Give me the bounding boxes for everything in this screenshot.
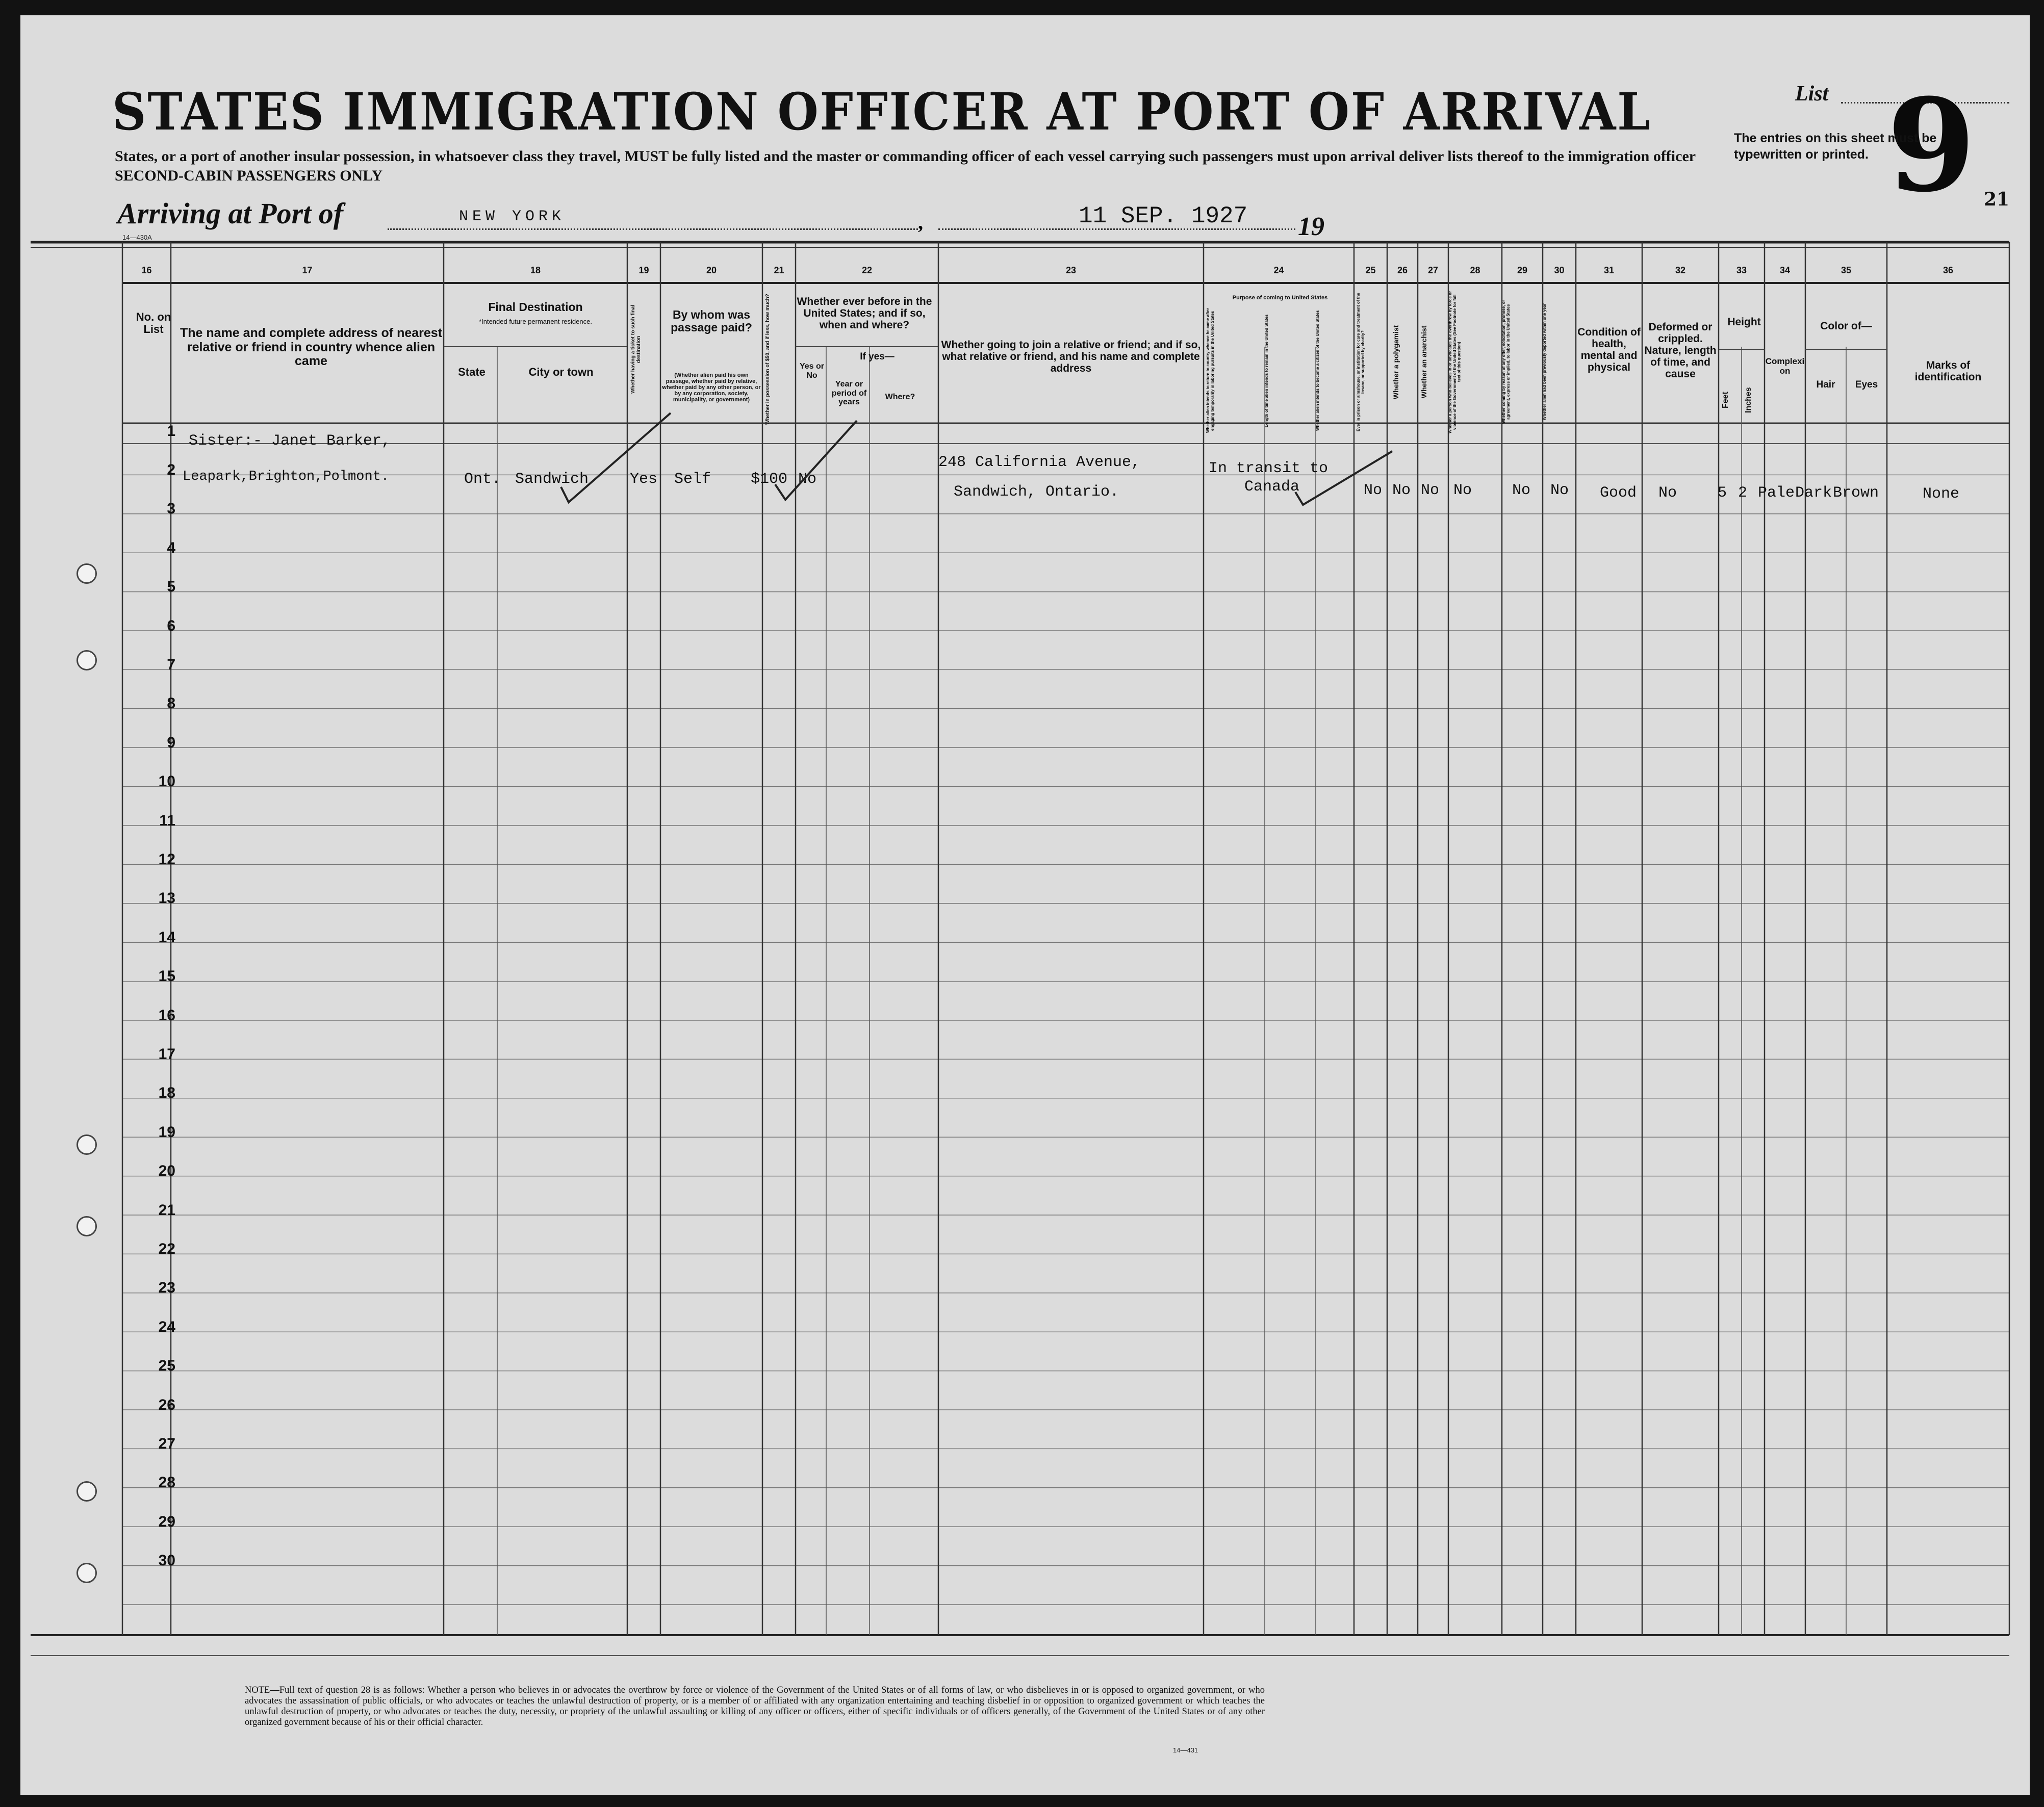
entry-state: Ont.: [464, 471, 501, 488]
entry-join-line2: Sandwich, Ontario.: [954, 483, 1119, 501]
entry-passage-paid-by: Self: [674, 471, 711, 488]
entry-purpose-line1: In transit to: [1209, 460, 1328, 477]
handwritten-check-marks: [20, 15, 2030, 1795]
column-number: 32: [1675, 265, 1686, 275]
entry-anarchist: No: [1421, 482, 1440, 499]
date-stamp: 11 SEP. 1927: [1079, 203, 1248, 229]
entry-marks: None: [1923, 485, 1960, 503]
row-number: 11: [159, 812, 175, 829]
header-feet: Feet: [1721, 392, 1730, 409]
column-number: 31: [1603, 265, 1615, 275]
row-number: 18: [158, 1085, 175, 1102]
entry-ticket: Yes: [630, 471, 658, 488]
year-prefix: 19: [1298, 212, 1324, 241]
header-year-period: Year or period of years: [831, 380, 867, 407]
page-title: STATES IMMIGRATION OFFICER AT PORT OF ARRIVAL: [112, 82, 1652, 142]
row-number: 29: [158, 1513, 175, 1530]
header-q28: Whether a person who believes in or advocates the overthrow by force or violence of the Government of the United States (See Footnote for full text of this question): [1448, 291, 1462, 433]
column-number: 28: [1470, 265, 1480, 275]
row-number: 10: [158, 773, 175, 790]
list-label: List: [1795, 82, 1829, 106]
header-final-destination-note: *Intended future permanent residence.: [479, 318, 592, 325]
row-number: 25: [158, 1357, 175, 1375]
punch-hole: [76, 1481, 97, 1502]
header-yes-or-no: Yes or No: [799, 362, 825, 380]
column-number: 36: [1943, 265, 1954, 275]
entry-city: Sandwich: [515, 471, 589, 488]
header-deformed: Deformed or crippled. Nature, length of time, and cause: [1644, 321, 1717, 380]
row-number: 9: [167, 734, 175, 751]
entry-health: Good: [1600, 484, 1637, 502]
column-number: 29: [1517, 265, 1528, 275]
header-passage-note: (Whether alien paid his own passage, whether paid by relative, whether paid by any other person, or by any corporation, society, municipality, or government): [662, 372, 761, 403]
footer-form-number: 14—431: [1173, 1746, 1198, 1754]
header-eyes: Eyes: [1855, 379, 1878, 390]
instructions-line: States, or a port of another insular possession, in whatsoever class they travel, MUST be fully listed and the master or commanding officer of each vessel carrying such passengers must upon arrival deliver lists thereof to the immigration officer: [115, 148, 1696, 165]
header-ever-before: Whether ever before in the United States; and if so, when and where?: [797, 296, 932, 331]
row-number: 14: [158, 928, 175, 946]
header-ticket: Whether having a ticket to such final destination: [630, 305, 642, 394]
header-if-yes: If yes—: [860, 351, 895, 362]
port-value: NEW YORK: [459, 208, 566, 225]
footnote: NOTE—Full text of question 28 is as follows: Whether a person who believes in or advocates the overthrow by force or violence of the Government of the United States or of all forms of law, or who disbelieves in or is opposed to organized government, or who advocates the assassination of public officials, or who advocates or teaches the unlawful destruction of property, or is a member of or affiliated with any organization entertaining and teaching disbelief in or opposition to organized government or which teaches the unlawful destruction of property, or who advocates or teaches the duty, necessity, or propriety of the unlawful assaulting or killing of any officer or officers, either of specific individuals or of officers generally, of the Government of the United States or of any other organized government because of his or their official character.: [245, 1685, 1265, 1727]
entry-ever-before: No: [798, 471, 817, 488]
entry-q30: No: [1550, 482, 1569, 499]
header-purpose-a: Whether alien intends to return to country whence he came after engaging temporarily in laboring pursuits in the United States: [1206, 308, 1215, 433]
header-final-destination: Final Destination: [488, 300, 583, 314]
punch-hole: [76, 563, 97, 584]
row-number: 20: [158, 1163, 175, 1180]
header-purpose-c: Whether alien intends to become a citizen of the United States: [1315, 310, 1320, 431]
entry-hair: Dark: [1795, 484, 1832, 502]
column-number: 35: [1841, 265, 1852, 275]
header-marks: Marks of identification: [1914, 359, 1982, 383]
header-no-on-list: No. on List: [136, 311, 171, 336]
column-number: 26: [1397, 265, 1408, 275]
list-number: 9: [1887, 70, 1976, 220]
row-number: 22: [158, 1241, 175, 1257]
row-number: 27: [158, 1435, 175, 1452]
header-polygamist: Whether a polygamist: [1392, 325, 1400, 399]
header-q30: Whether alien had been previously deported within one year: [1542, 303, 1547, 421]
entry-deformed: No: [1658, 484, 1677, 502]
header-state: State: [458, 366, 486, 378]
row-number: 15: [158, 968, 175, 985]
column-number: 19: [638, 265, 649, 275]
entry-polygamist: No: [1392, 482, 1411, 499]
arriving-label: Arriving at Port of: [117, 197, 344, 230]
row-number: 21: [158, 1201, 175, 1219]
entry-q28: No: [1453, 482, 1472, 499]
entry-feet: 5: [1718, 484, 1727, 502]
row-number: 17: [158, 1046, 175, 1063]
row-number: 16: [158, 1006, 175, 1024]
entry-complexion: Pale: [1758, 484, 1795, 502]
column-number: 24: [1273, 265, 1284, 275]
row-number: 30: [158, 1552, 175, 1569]
entry-relative-line2: Leapark,Brighton,Polmont.: [183, 469, 390, 484]
header-height: Height: [1727, 316, 1761, 328]
row-number: 5: [167, 578, 175, 596]
row-number: 28: [158, 1474, 175, 1491]
column-number: 17: [302, 265, 313, 275]
column-number: 22: [861, 265, 873, 275]
punch-hole: [76, 1563, 97, 1583]
entry-purpose-line2: Canada: [1244, 478, 1300, 496]
header-complexion: Complexion: [1765, 356, 1805, 376]
column-number: 34: [1779, 265, 1791, 275]
column-number: 23: [1065, 265, 1077, 275]
entry-inches: 2: [1738, 484, 1748, 502]
header-join: Whether going to join a relative or friend; and if so, what relative or friend, and his name and complete address: [941, 339, 1201, 375]
manifest-sheet: STATES IMMIGRATION OFFICER AT PORT OF ARRIVAL States, or a port of another insular possession, in whatsoever class they travel, MUST be fully listed and the master or commanding officer of each vessel carrying such passengers must upon arrival deliver lists thereof to the immigration officer SECOND-CABIN PASSENGERS ONLY List 9 The entries on this sheet must be typewritten or printed. 21 Arriving at Port of NEW YORK , 11 SEP. 1927 19 14—430A 16 17 18 19 20 21 22 23 24 25 26 27 28 29 30 31 32 33 34 35 36 No. on List The name and complete address of nearest relative or friend in country whence alien came Final Destination *Intended future permanent residence. State City or town Whether having a ticket to such final destination By whom was passage paid? (Whether alien paid his own passage, whether paid by relative, whether paid by any other person, or by any corporation, society, municipality, or government) Whether in possession of $50, and if less, how much? Whether ever before in the United States; and if so, when and where? Yes or No If yes— Year or period of years Where? Whether going to join a relative or friend; and if so, what relative or friend, and his name and complete address Purpose of coming to United States Whether alien intends to return to country whence he came after engaging temporarily in laboring pursuits in the United States Length of time alien intends to remain in the United States Whether alien intends to become a citizen of the United States Ever in prison or almshouse, or institution for care and treatment of the insane, or supported by charity? Whether a polygamist Whether an anarchist Whether a person who believes in or advocates the overthrow by force or violence of the Government of the United States (See Footnote for full text of this question) Whether coming by reason of any offer, solicitation, promise, or agreement, express or implied, to labor in the United States Whether alien had been previously deported within one year Condition of health, mental and physical Deformed or crippled. Nature, length of time, and cause Height Feet Inches Complexion Color of— Hair Eyes Marks of identification 1 2 3 4 5 6 7 8 9 10 11 12 13 14 15 16 17 18 19 20 21 22 23 24 25 26 27 28 29 30 Sister:- Janet Barker, Leapark,Brighton,Polmont. Ont. Sandwich Yes Self $100 No 248 California Avenue, Sandwich, Ontario. In transit to Canada No No No No No No Good No 5 2 Pale Dark Brown None NOTE—Full text of question 28 is as follows: Whether a person who believes in or advocates the overthrow by force or violence of the Government of the United States or of all forms of law, or who disbelieves in or is opposed to organized government, or who advocates the assassination of public officials, or who advocates or teaches the unlawful destruction of property, or is a member of or affiliated with any organization entertaining and teaching disbelief in or opposition to organized government or which teaches the unlawful destruction of property, or who advocates or teaches the duty, necessity, or propriety of the unlawful assaulting or killing of any officer or officers, either of specific individuals or of officers generally, of the Government of the United States or of any other organized government because of his or their official character. 14—431: [20, 15, 2030, 1795]
punch-hole: [76, 1134, 97, 1155]
entry-money: $100: [751, 471, 788, 488]
entry-prison: No: [1364, 482, 1383, 499]
row-number: 1: [167, 422, 175, 440]
column-number: 18: [530, 265, 541, 275]
row-number: 24: [158, 1318, 175, 1335]
typewriter-note: The entries on this sheet must be typewritten or printed.: [1734, 131, 1937, 162]
punch-hole: [76, 650, 97, 670]
column-number: 27: [1427, 265, 1439, 275]
header-money: Whether in possession of $50, and if less, how much?: [765, 294, 771, 425]
row-number: 6: [167, 617, 175, 634]
form-number: 14—430A: [122, 234, 152, 241]
punch-hole: [76, 1216, 97, 1236]
entry-eyes: Brown: [1833, 484, 1879, 502]
row-number: 3: [167, 500, 175, 518]
column-number: 21: [774, 265, 784, 275]
row-number: 2: [167, 461, 175, 478]
header-purpose: Purpose of coming to United States: [1232, 295, 1328, 301]
column-number: 30: [1554, 265, 1565, 275]
header-purpose-b: Length of time alien intends to remain in the United States: [1264, 314, 1269, 427]
header-inches: Inches: [1744, 387, 1753, 414]
header-passage: By whom was passage paid?: [671, 308, 752, 334]
class-line: SECOND-CABIN PASSENGERS ONLY: [115, 167, 383, 184]
entry-q29: No: [1512, 482, 1531, 499]
row-number: 26: [158, 1396, 175, 1413]
row-number: 23: [158, 1279, 175, 1297]
entry-join-line1: 248 California Avenue,: [938, 454, 1141, 471]
header-where: Where?: [885, 393, 915, 401]
column-number: 16: [141, 265, 152, 275]
header-color-of: Color of—: [1820, 320, 1872, 332]
row-number: 7: [167, 656, 175, 673]
column-number: 20: [706, 265, 717, 275]
header-hair: Hair: [1816, 379, 1835, 390]
row-number: 4: [167, 539, 175, 556]
header-condition: Condition of health, mental and physical: [1577, 326, 1641, 374]
entry-relative-line1: Sister:- Janet Barker,: [189, 432, 391, 450]
header-anarchist: Whether an anarchist: [1420, 325, 1428, 399]
column-number: 33: [1736, 265, 1747, 275]
header-relative: The name and complete address of nearest relative or friend in country whence alien came: [180, 326, 443, 368]
row-number: 13: [158, 890, 175, 907]
page-number: 21: [1984, 189, 2010, 210]
row-number: 19: [158, 1123, 175, 1141]
row-number: 12: [158, 851, 175, 868]
row-number: 8: [167, 695, 175, 712]
header-q29: Whether coming by reason of any offer, solicitation, promise, or agreement, express or implied, to labor in the United States: [1501, 300, 1511, 424]
column-number: 25: [1365, 265, 1376, 275]
header-prison: Ever in prison or almshouse, or institution for care and treatment of the insane, or supported by charity?: [1356, 293, 1365, 431]
header-city: City or town: [528, 366, 594, 378]
